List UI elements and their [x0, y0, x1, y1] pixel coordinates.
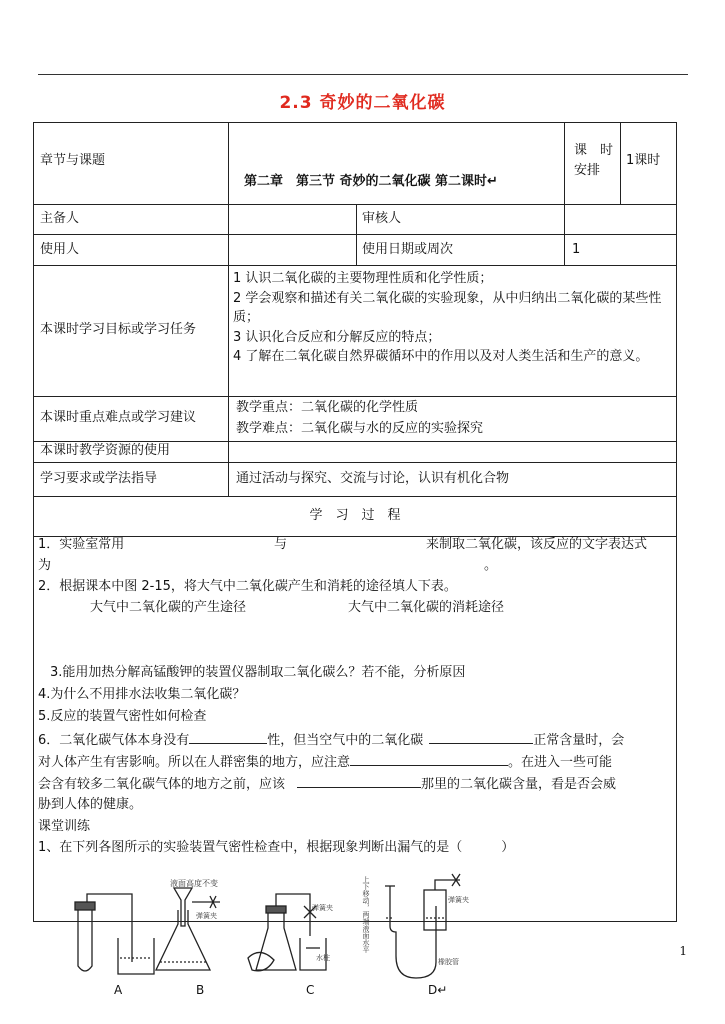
fig-label-c: C [306, 983, 315, 997]
fig-label-d: D↵ [428, 983, 448, 997]
fig-c-water: 水柱 [316, 954, 330, 962]
q6-text-c: 正常含量时，会 [533, 733, 625, 748]
user-label: 使用人 [40, 242, 80, 257]
q6-text-f: 会含有较多二氧化碳气体的地方之前，应该 [38, 777, 286, 792]
focus-difficulty: 教学难点：二氧化碳与水的反应的实验探究 [236, 421, 484, 436]
q2-produce-col: 大气中二氧化碳的产生途径 [90, 600, 247, 615]
period-label-1: 课 时 [574, 143, 614, 158]
apparatus-figures [60, 866, 490, 1000]
goal-item: 2 学会观察和描述有关二氧化碳的实验现象，从中归纳出二氧化碳的某些性质； [233, 290, 662, 325]
resources-label: 本课时教学资源的使用 [40, 443, 171, 458]
fig-d-clamp: 弹簧夹 [448, 896, 469, 904]
header-rule [38, 74, 688, 75]
focus-key: 教学重点：二氧化碳的化学性质 [236, 400, 419, 415]
fig-label-b: B [196, 983, 205, 997]
q6-line2 [38, 751, 612, 773]
q6-text-d: 对人体产生有害影响。所以在人群密集的地方，应注意 [38, 755, 351, 770]
q1-part-b: 与 [274, 537, 288, 552]
q6-blank-2[interactable] [429, 729, 533, 744]
exercise-1: 1、在下列各图所示的实验装置气密性检查中，根据现象判断出漏气的是（ ） [38, 840, 515, 855]
goal-item: 4 了解在二氧化碳自然界碳循环中的作用以及对人类生活和生产的意义。 [233, 349, 649, 364]
q1-part-c: 来制取二氧化碳，该反应的文字表达式 [426, 537, 648, 552]
period-label-2: 安排 [574, 163, 601, 178]
reviewer-label: 审核人 [362, 211, 402, 226]
section-label: 章节与课题 [40, 153, 106, 168]
q6-line3 [38, 773, 616, 795]
period-value: 1课时 [626, 153, 661, 168]
fig-d-tube: 橡胶管 [438, 958, 459, 966]
goals-list [233, 269, 673, 367]
fig-c-clamp: 弹簧夹 [312, 904, 333, 912]
fig-label-a: A [114, 983, 123, 997]
q1-part-d: 为 [38, 558, 52, 573]
q6-text-g: 那里的二氧化碳含量，看是否会威 [421, 777, 617, 792]
q6-blank-4[interactable] [297, 773, 421, 788]
page-number: 1 [679, 944, 687, 958]
q4-text: 4.为什么不用排水法收集二氧化碳？ [38, 687, 246, 702]
process-heading: 学 习 过 程 [309, 508, 401, 523]
apparatus-b [156, 888, 220, 970]
date-label: 使用日期或周次 [362, 242, 454, 257]
goals-label: 本课时学习目标或学习任务 [40, 322, 197, 337]
q6-line1 [38, 729, 624, 751]
q6-blank-1[interactable] [189, 729, 267, 744]
q3-text: 3.能用加热分解高锰酸钾的装置仪器制取二氧化碳么？若不能，分析原因 [50, 665, 466, 680]
section-value: 第二章 第三节 奇妙的二氧化碳 第二课时↵ [244, 174, 498, 189]
q6-blank-3[interactable] [350, 751, 508, 766]
date-value: 1 [572, 242, 581, 257]
fig-b-caption: 液面高度不变 [170, 879, 218, 888]
preparer-label: 主备人 [40, 211, 80, 226]
focus-label: 本课时重点难点或学习建议 [40, 410, 197, 425]
practice-heading: 课堂训练 [38, 819, 91, 834]
fig-b-clamp: 弹簧夹 [196, 912, 217, 920]
q6-text-h: 胁到人体的健康。 [38, 797, 143, 812]
q6-text-e: 。在进入一些可能 [508, 755, 613, 770]
q2-text: 2．根据课本中图 2-15，将大气中二氧化碳产生和消耗的途径填人下表。 [38, 579, 457, 594]
q5-text: 5.反应的装置气密性如何检查 [38, 709, 207, 724]
goal-item: 3 认识化合反应和分解反应的特点； [233, 329, 441, 345]
goal-item: 1 认识二氧化碳的主要物理性质和化学性质； [233, 271, 493, 286]
fig-d-side: 上下移动，两端液面水平 [362, 876, 370, 953]
document-title: 2.3 奇妙的二氧化碳 [279, 93, 446, 113]
method-value: 通过活动与探究、交流与讨论，认识有机化合物 [236, 471, 510, 486]
q1-part-a: 1．实验室常用 [38, 537, 125, 552]
q6-text-a: 6．二氧化碳气体本身没有 [38, 733, 190, 748]
method-label: 学习要求或学法指导 [40, 471, 158, 486]
q6-text-b: 性，但当空气中的二氧化碳 [267, 733, 424, 748]
q1-part-e: 。 [484, 558, 498, 573]
apparatus-a [75, 894, 154, 974]
q2-consume-col: 大气中二氧化碳的消耗途径 [348, 600, 505, 615]
